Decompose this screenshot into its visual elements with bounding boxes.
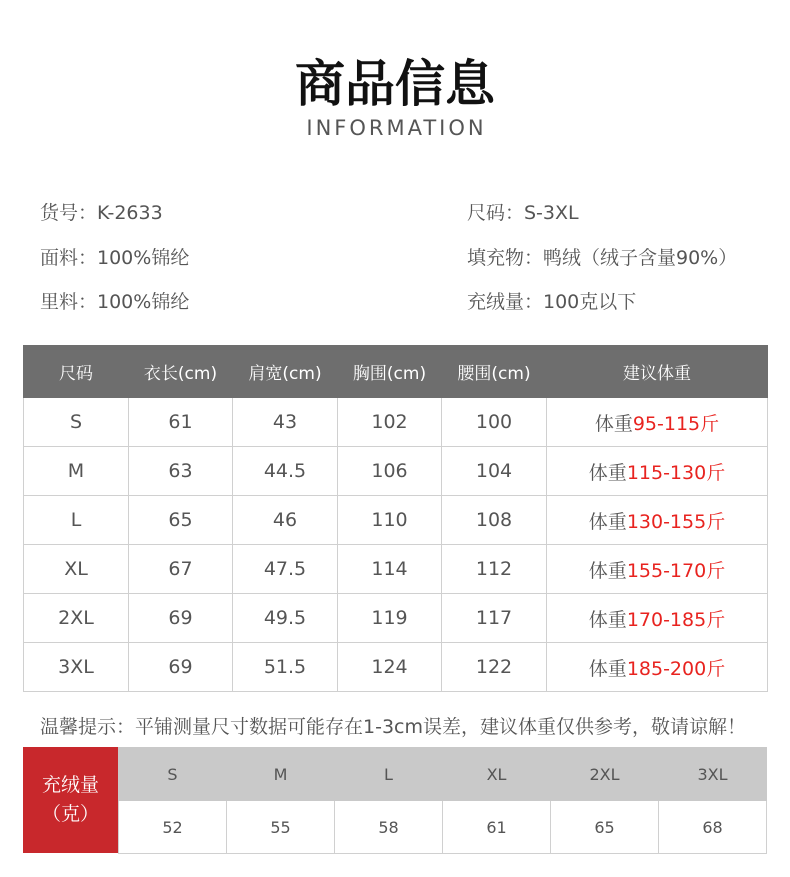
info-item-fabric: 面料：100%锦纶 xyxy=(40,247,190,269)
cell-size: 3XL xyxy=(24,643,129,692)
cell-shoulder: 44.5 xyxy=(233,447,338,496)
fill-header-row xyxy=(119,748,767,801)
weight-prefix: 体重 xyxy=(588,657,627,680)
info-item-fill-amount: 充绒量：100克以下 xyxy=(467,291,637,313)
fill-value-cell: 52 xyxy=(119,801,227,854)
fill-size-header: M xyxy=(227,748,335,801)
cell-chest: 106 xyxy=(338,447,442,496)
cell-weight xyxy=(547,447,768,496)
page-subtitle: INFORMATION xyxy=(306,116,487,140)
fill-amount-label xyxy=(23,747,118,853)
size-row xyxy=(24,643,768,692)
size-chart-header-row xyxy=(24,346,768,398)
cell-size: 2XL xyxy=(24,594,129,643)
cell-waist: 100 xyxy=(442,398,547,447)
fill-value-cell: 65 xyxy=(551,801,659,854)
size-row xyxy=(24,447,768,496)
cell-weight xyxy=(547,545,768,594)
fill-size-header: 3XL xyxy=(659,748,767,801)
cell-shoulder: 49.5 xyxy=(233,594,338,643)
cell-waist: 117 xyxy=(442,594,547,643)
weight-range: 130-155斤 xyxy=(626,510,726,533)
cell-length: 65 xyxy=(129,496,233,545)
weight-range: 170-185斤 xyxy=(626,608,726,631)
fill-value-cell: 58 xyxy=(335,801,443,854)
fill-amount-table xyxy=(118,747,767,854)
cell-size: L xyxy=(24,496,129,545)
weight-range: 185-200斤 xyxy=(626,657,726,680)
cell-chest: 119 xyxy=(338,594,442,643)
cell-chest: 102 xyxy=(338,398,442,447)
cell-length: 69 xyxy=(129,643,233,692)
cell-size: XL xyxy=(24,545,129,594)
header-size: 尺码 xyxy=(24,346,129,398)
info-item-size-range: 尺码：S-3XL xyxy=(467,202,579,224)
weight-prefix: 体重 xyxy=(588,608,627,631)
weight-range: 95-115斤 xyxy=(632,412,720,435)
header-chest: 胸围(cm) xyxy=(338,346,442,398)
cell-size: M xyxy=(24,447,129,496)
cell-weight xyxy=(547,594,768,643)
header-weight: 建议体重 xyxy=(547,346,768,398)
header-waist: 腰围(cm) xyxy=(442,346,547,398)
info-item-filling: 填充物：鸭绒（绒子含量90%） xyxy=(467,247,738,269)
size-row xyxy=(24,398,768,447)
cell-length: 67 xyxy=(129,545,233,594)
cell-waist: 112 xyxy=(442,545,547,594)
cell-weight xyxy=(547,643,768,692)
fill-size-header: S xyxy=(119,748,227,801)
cell-waist: 104 xyxy=(442,447,547,496)
fill-value-cell: 68 xyxy=(659,801,767,854)
fill-label-line1: 充绒量 xyxy=(41,774,99,796)
cell-shoulder: 46 xyxy=(233,496,338,545)
cell-shoulder: 51.5 xyxy=(233,643,338,692)
info-item-sku: 货号：K-2633 xyxy=(40,202,163,224)
fill-size-header: 2XL xyxy=(551,748,659,801)
size-row xyxy=(24,496,768,545)
header-shoulder: 肩宽(cm) xyxy=(233,346,338,398)
cell-length: 69 xyxy=(129,594,233,643)
cell-length: 61 xyxy=(129,398,233,447)
weight-prefix: 体重 xyxy=(588,510,627,533)
cell-waist: 122 xyxy=(442,643,547,692)
measurement-note: 温馨提示：平铺测量尺寸数据可能存在1-3cm误差，建议体重仅供参考，敬请谅解！ xyxy=(40,716,746,738)
weight-range: 115-130斤 xyxy=(626,461,726,484)
fill-size-header: L xyxy=(335,748,443,801)
cell-weight xyxy=(547,496,768,545)
fill-value-row xyxy=(119,801,767,854)
cell-chest: 110 xyxy=(338,496,442,545)
fill-label-line2: （克） xyxy=(41,803,99,825)
info-row xyxy=(0,289,790,315)
info-item-lining: 里料：100%锦纶 xyxy=(40,291,190,313)
info-row xyxy=(0,245,790,271)
cell-waist: 108 xyxy=(442,496,547,545)
header-length: 衣长(cm) xyxy=(129,346,233,398)
weight-prefix: 体重 xyxy=(588,461,627,484)
cell-length: 63 xyxy=(129,447,233,496)
size-row xyxy=(24,594,768,643)
page-title: 商品信息 xyxy=(295,55,495,113)
fill-value-cell: 55 xyxy=(227,801,335,854)
cell-chest: 114 xyxy=(338,545,442,594)
cell-size: S xyxy=(24,398,129,447)
cell-weight xyxy=(547,398,768,447)
fill-value-cell: 61 xyxy=(443,801,551,854)
size-row xyxy=(24,545,768,594)
info-row xyxy=(0,200,790,226)
weight-range: 155-170斤 xyxy=(626,559,726,582)
fill-size-header: XL xyxy=(443,748,551,801)
weight-prefix: 体重 xyxy=(594,412,633,435)
cell-chest: 124 xyxy=(338,643,442,692)
size-chart-table xyxy=(23,345,768,692)
weight-prefix: 体重 xyxy=(588,559,627,582)
cell-shoulder: 43 xyxy=(233,398,338,447)
cell-shoulder: 47.5 xyxy=(233,545,338,594)
